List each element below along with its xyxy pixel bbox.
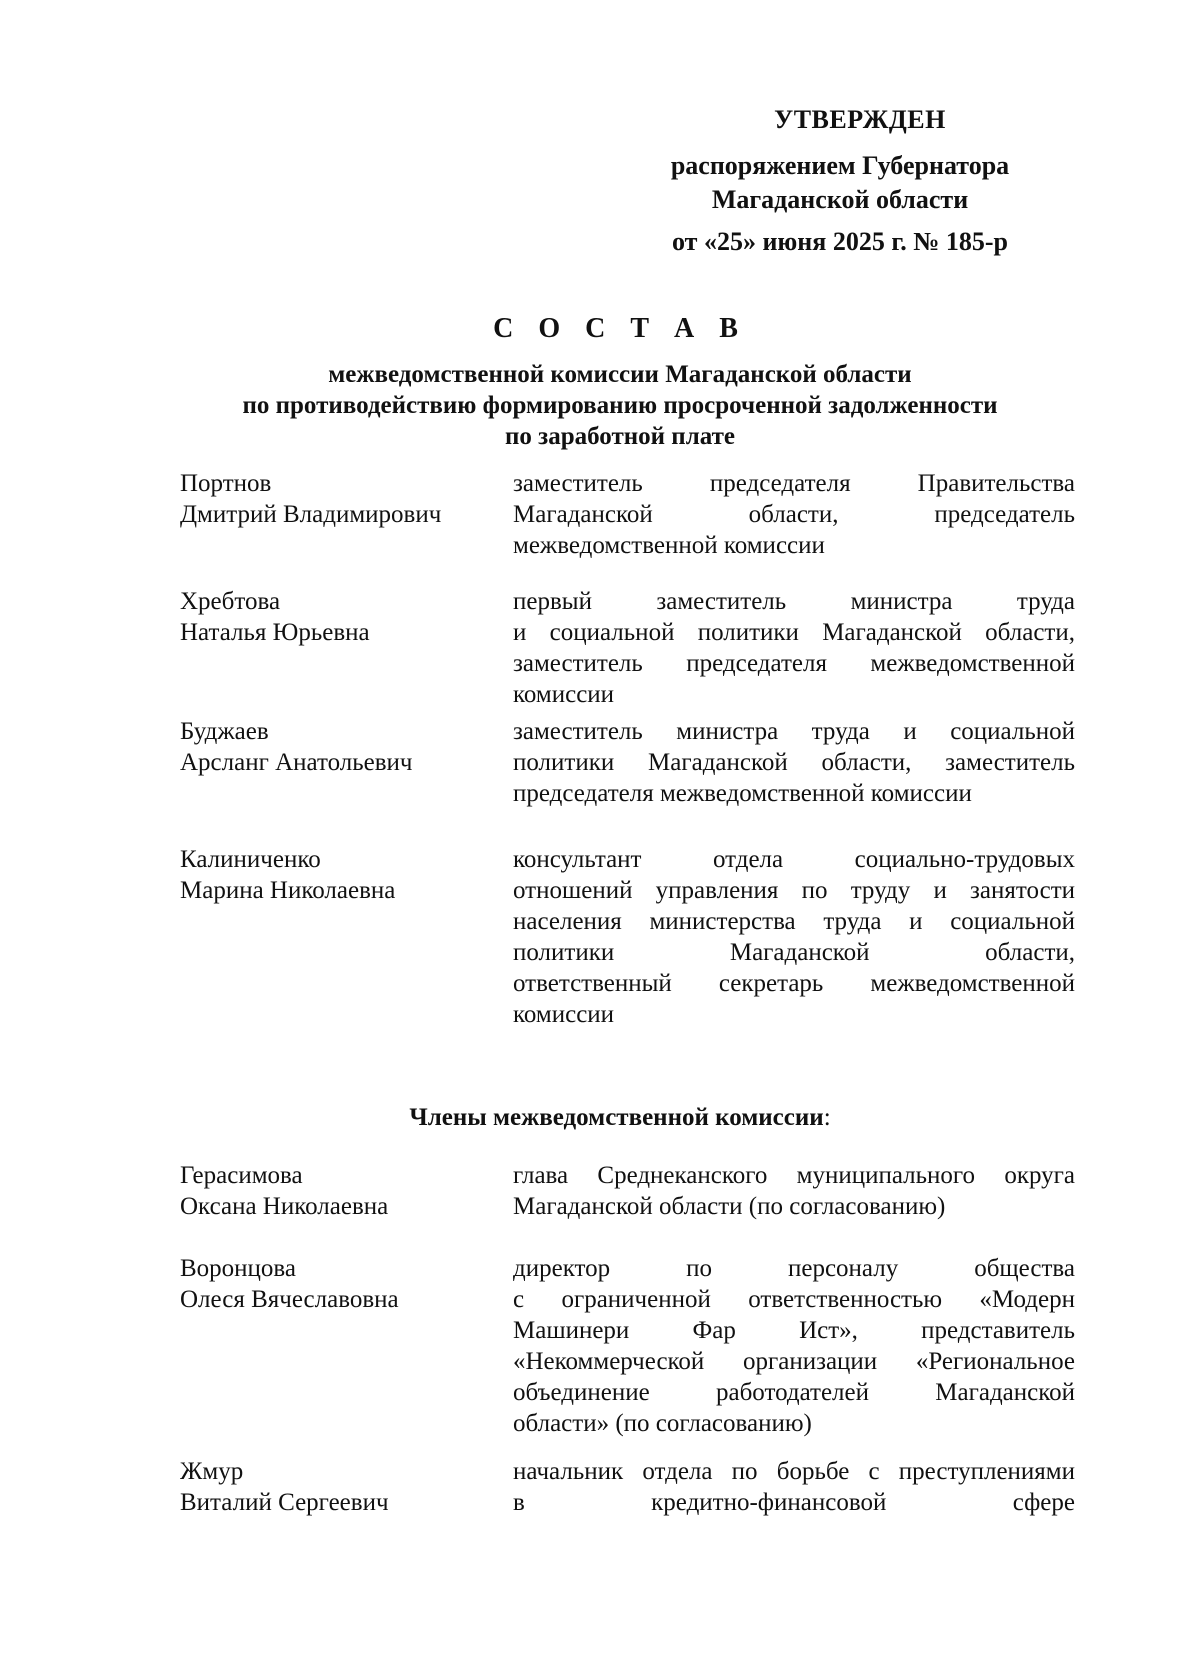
person-position <box>513 1160 1075 1222</box>
position-line: глава Среднеканского муниципального округа <box>513 1162 1075 1189</box>
person-position <box>513 468 1075 561</box>
position-line: области» (по согласованию) <box>513 1410 812 1437</box>
position-line: межведомственной комиссии <box>513 532 825 559</box>
position-line: населения министерства труда и социальной <box>513 908 1075 935</box>
subtitle-line-3: по заработной плате <box>505 423 735 450</box>
person-position <box>513 586 1075 710</box>
person-surname: Калиниченко <box>180 846 321 873</box>
person-given-name: Арсланг Анатольевич <box>180 749 413 776</box>
person-surname: Герасимова <box>180 1162 303 1189</box>
person-name <box>180 844 480 906</box>
position-line: «Некоммерческой организации «Региональное <box>513 1348 1075 1375</box>
person-given-name: Дмитрий Владимирович <box>180 501 442 528</box>
position-line: политики Магаданской области, <box>513 939 1075 966</box>
position-line: объединение работодателей Магаданской <box>513 1379 1075 1406</box>
position-line: заместитель председателя межведомственной <box>513 650 1075 677</box>
person-position <box>513 1456 1075 1518</box>
approval-line-1: распоряжением Губернатора <box>670 151 1010 180</box>
person-surname: Хребтова <box>180 588 281 615</box>
subtitle-line-1: межведомственной комиссии Магаданской области <box>328 361 912 388</box>
document-title: С О С Т А В <box>493 313 747 344</box>
members-heading-colon: : <box>823 1104 831 1131</box>
position-line: начальник отдела по борьбе с преступлениями <box>513 1458 1075 1485</box>
position-line: и социальной политики Магаданской области, <box>513 619 1075 646</box>
person-surname: Воронцова <box>180 1255 297 1282</box>
person-surname: Буджаев <box>180 718 269 745</box>
members-heading-text: Члены межведомственной комиссии <box>409 1104 824 1131</box>
position-line: консультант отдела социально-трудовых <box>513 846 1075 873</box>
person-name <box>180 1160 480 1222</box>
approval-title: УТВЕРЖДЕН <box>774 105 946 134</box>
members-heading <box>20 1104 1200 1132</box>
person-name <box>180 1456 480 1518</box>
person-given-name: Наталья Юрьевна <box>180 619 370 646</box>
document-subtitle <box>20 359 1200 452</box>
position-line: первый заместитель министра труда <box>513 588 1075 615</box>
position-line: заместитель министра труда и социальной <box>513 718 1075 745</box>
position-line: заместитель председателя Правительства <box>513 470 1075 497</box>
person-position <box>513 1253 1075 1439</box>
position-line: Магаданской области (по согласованию) <box>513 1193 946 1220</box>
person-given-name: Оксана Николаевна <box>180 1193 389 1220</box>
position-line: ответственный секретарь межведомственной <box>513 970 1075 997</box>
person-surname: Портнов <box>180 470 272 497</box>
position-line: с ограниченной ответственностью «Модерн <box>513 1286 1075 1313</box>
person-name <box>180 586 480 648</box>
subtitle-line-2: по противодействию формированию просроченной задолженности <box>242 392 998 419</box>
position-line: в кредитно-финансовой сфере <box>513 1489 1075 1516</box>
position-line: директор по персоналу общества <box>513 1255 1075 1282</box>
person-name <box>180 468 480 530</box>
person-given-name: Марина Николаевна <box>180 877 396 904</box>
person-name <box>180 716 480 778</box>
position-line: комиссии <box>513 681 615 708</box>
position-line: председателя межведомственной комиссии <box>513 780 972 807</box>
position-line: политики Магаданской области, заместитель <box>513 749 1075 776</box>
person-name <box>180 1253 480 1315</box>
position-line: комиссии <box>513 1001 615 1028</box>
approval-stamp <box>640 103 1040 259</box>
position-line: Машинери Фар Ист», представитель <box>513 1317 1075 1344</box>
approval-date: от «25» июня 2025 г. № 185-р <box>672 227 1008 256</box>
person-position <box>513 716 1075 809</box>
person-position <box>513 844 1075 1030</box>
position-line: отношений управления по труду и занятости <box>513 877 1075 904</box>
person-surname: Жмур <box>180 1458 244 1485</box>
position-line: Магаданской области, председатель <box>513 501 1075 528</box>
person-given-name: Олеся Вячеславовна <box>180 1286 399 1313</box>
approval-line-2: Магаданской области <box>711 185 969 214</box>
person-given-name: Виталий Сергеевич <box>180 1489 389 1516</box>
